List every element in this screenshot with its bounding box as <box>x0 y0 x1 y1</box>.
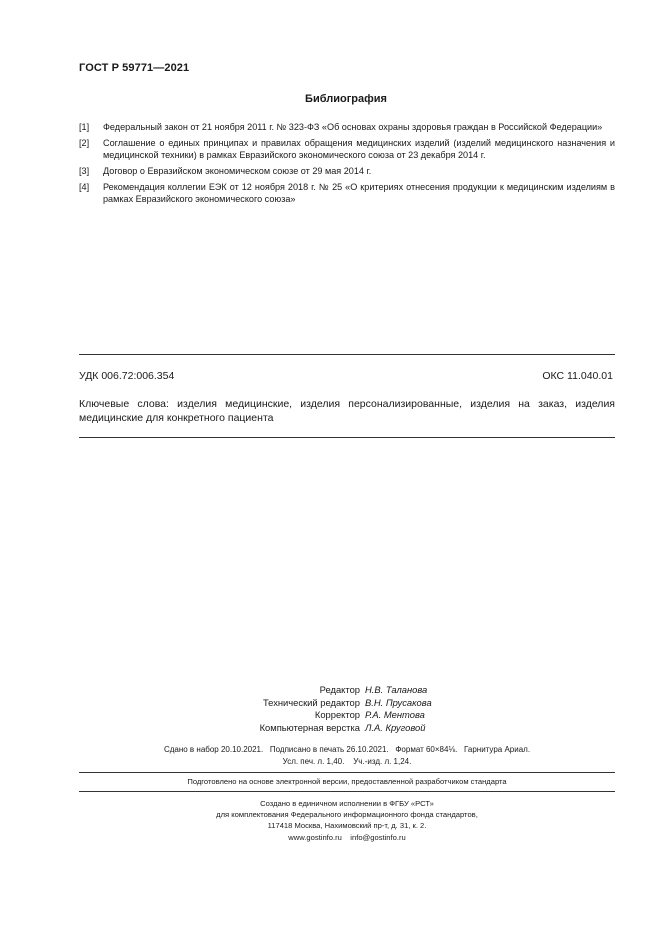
credit-name: Н.В. Таланова <box>365 684 428 695</box>
ref-text: Договор о Евразийском экономическом союзе от 29 мая 2014 г. <box>103 166 372 177</box>
publication-line: Усл. печ. л. 1,40. Уч.-изд. л. 1,24. <box>282 757 412 766</box>
bibliography-item <box>79 165 615 177</box>
publication-line: Сдано в набор 20.10.2021. Подписано в печать 26.10.2021. Формат 60×84⅛. Гарнитура Ариал. <box>163 745 531 754</box>
bibliography-title: Библиография <box>305 93 387 105</box>
credit-role: Технический редактор <box>262 696 360 708</box>
credit-role: Редактор <box>319 684 360 695</box>
credits-block <box>150 684 580 734</box>
keywords: Ключевые слова: изделия медицинские, изделия персонализированные, изделия на заказ, изделия медицинские для конкретного пациента <box>79 398 615 424</box>
ref-number: [3] <box>79 166 90 177</box>
publisher-line: Создано в единичном исполнении в ФГБУ «РСТ» <box>260 799 434 808</box>
document-id: ГОСТ Р 59771—2021 <box>79 62 190 74</box>
bibliography-item <box>79 181 615 205</box>
prepared-note: Подготовлено на основе электронной версии, предоставленной разработчиком стандарта <box>187 777 507 786</box>
divider-publication <box>79 772 615 773</box>
ref-number: [1] <box>79 122 90 132</box>
divider-bottom <box>79 437 615 438</box>
credit-row <box>150 697 580 710</box>
credit-name: В.Н. Прусакова <box>365 696 432 708</box>
ref-text: Рекомендация коллегии ЕЭК от 12 ноября 2018 г. № 25 «О критериях отнесения продукции к медицинским изделиям в рамках Евразийского экономического союза» <box>103 182 615 205</box>
udk-code: УДК 006.72:006.354 <box>79 370 175 382</box>
bibliography-item <box>79 121 615 133</box>
ref-text: Соглашение о единых принципах и правилах обращения медицинских изделий (изделий медицинского назначения и медицинской техники) в рамках Евразийского экономического союза от 23 декабря 2014 г. <box>103 138 615 161</box>
bibliography-list <box>79 121 615 210</box>
divider-top <box>79 354 615 355</box>
publication-info <box>79 744 615 768</box>
credit-row <box>150 722 580 735</box>
ref-number: [4] <box>79 182 90 193</box>
publisher-info <box>79 798 615 843</box>
ref-number: [2] <box>79 138 90 149</box>
ref-text: Федеральный закон от 21 ноября 2011 г. № 323-ФЗ «Об основах охраны здоровья граждан в Российской Федерации» <box>103 122 603 132</box>
divider-publisher <box>79 791 615 792</box>
credit-name: Л.А. Круговой <box>365 721 426 733</box>
bibliography-item <box>79 137 615 161</box>
publisher-line: для комплектования Федерального информационного фонда стандартов, <box>216 810 478 820</box>
credit-row <box>150 709 580 722</box>
publisher-contacts: www.gostinfo.ru info@gostinfo.ru <box>288 832 406 842</box>
publisher-line: 117418 Москва, Нахимовский пр-т, д. 31, к. 2. <box>267 821 427 831</box>
credit-row <box>150 684 580 697</box>
credit-name: Р.А. Ментова <box>365 709 425 721</box>
credit-role: Корректор <box>314 709 360 721</box>
oks-code: ОКС 11.040.01 <box>542 370 613 382</box>
credit-role: Компьютерная верстка <box>259 721 360 733</box>
